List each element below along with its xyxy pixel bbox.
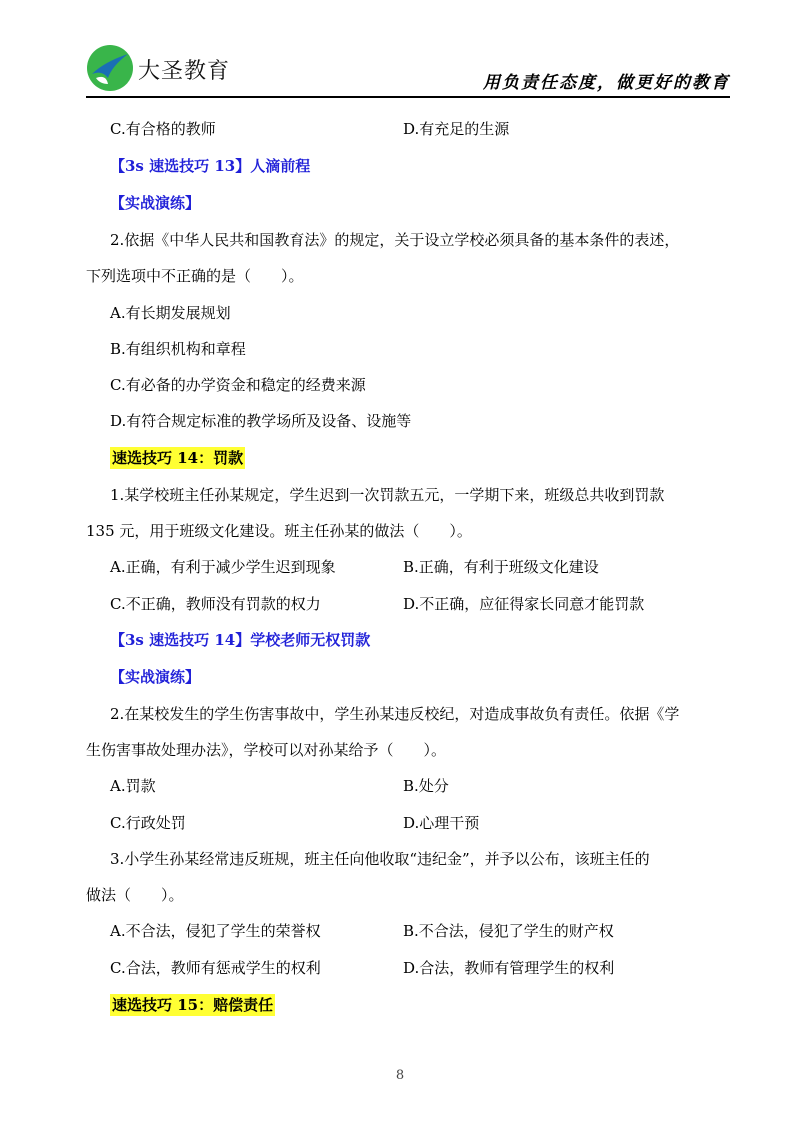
bird-logo-icon <box>86 44 134 92</box>
text-line: A.罚款 <box>110 777 156 795</box>
page-number: 8 <box>395 1068 405 1083</box>
page-header <box>86 38 730 98</box>
text-line: A.不合法，侵犯了学生的荣誉权 <box>110 922 321 940</box>
text-line: 【3s 速选技巧 14】学校老师无权罚款 <box>110 631 371 649</box>
text-line: 135 元，用于班级文化建设。班主任孙某的做法（ ）。 <box>86 522 472 540</box>
text-line: B.不合法，侵犯了学生的财产权 <box>403 922 614 940</box>
text-line: B.正确，有利于班级文化建设 <box>403 558 599 576</box>
text-line: C.合法，教师有惩戒学生的权利 <box>110 959 321 977</box>
logo-text: 大圣教育 <box>138 59 231 84</box>
text-line: D.不正确，应征得家长同意才能罚款 <box>403 595 645 613</box>
text-line: B.有组织机构和章程 <box>110 340 246 358</box>
text-line: 做法（ ）。 <box>86 886 184 904</box>
text-line: D.心理干预 <box>403 814 480 832</box>
highlighted-heading: 速选技巧 14：罚款 <box>112 449 244 467</box>
text-line <box>110 447 245 469</box>
text-line: 【3s 速选技巧 13】人滴前程 <box>110 157 311 175</box>
text-line: 生伤害事故处理办法》，学校可以对孙某给予（ ）。 <box>86 741 447 759</box>
text-line: C.不正确，教师没有罚款的权力 <box>110 595 321 613</box>
text-line: B.处分 <box>403 777 449 795</box>
text-line: 2.在某校发生的学生伤害事故中，学生孙某违反校纪，对造成事故负有责任。依据《学 <box>110 705 680 723</box>
text-line: A.有长期发展规划 <box>110 304 231 322</box>
text-line: D.合法，教师有管理学生的权利 <box>403 959 615 977</box>
text-line: 【实战演练】 <box>110 194 201 212</box>
text-line: C.行政处罚 <box>110 814 186 832</box>
header-slogan: 用负责任态度，做更好的教育 <box>483 73 730 93</box>
text-line: 3.小学生孙某经常违反班规，班主任向他收取“违纪金”，并予以公布，该班主任的 <box>110 850 650 868</box>
text-line <box>110 994 275 1016</box>
text-line: A.正确，有利于减少学生迟到现象 <box>110 558 336 576</box>
text-line: 下列选项中不正确的是（ ）。 <box>86 267 304 285</box>
highlighted-heading: 速选技巧 15：赔偿责任 <box>112 996 274 1014</box>
text-line: D.有符合规定标准的教学场所及设备、设施等 <box>110 412 412 430</box>
text-line: C.有必备的办学资金和稳定的经费来源 <box>110 376 366 394</box>
text-line: 【实战演练】 <box>110 668 201 686</box>
text-line: 1.某学校班主任孙某规定，学生迟到一次罚款五元，一学期下来，班级总共收到罚款 <box>110 486 665 504</box>
text-line: C.有合格的教师 <box>110 120 216 138</box>
text-line: 2.依据《中华人民共和国教育法》的规定，关于设立学校必须具备的基本条件的表述， <box>110 231 680 249</box>
text-line: D.有充足的生源 <box>403 120 510 138</box>
